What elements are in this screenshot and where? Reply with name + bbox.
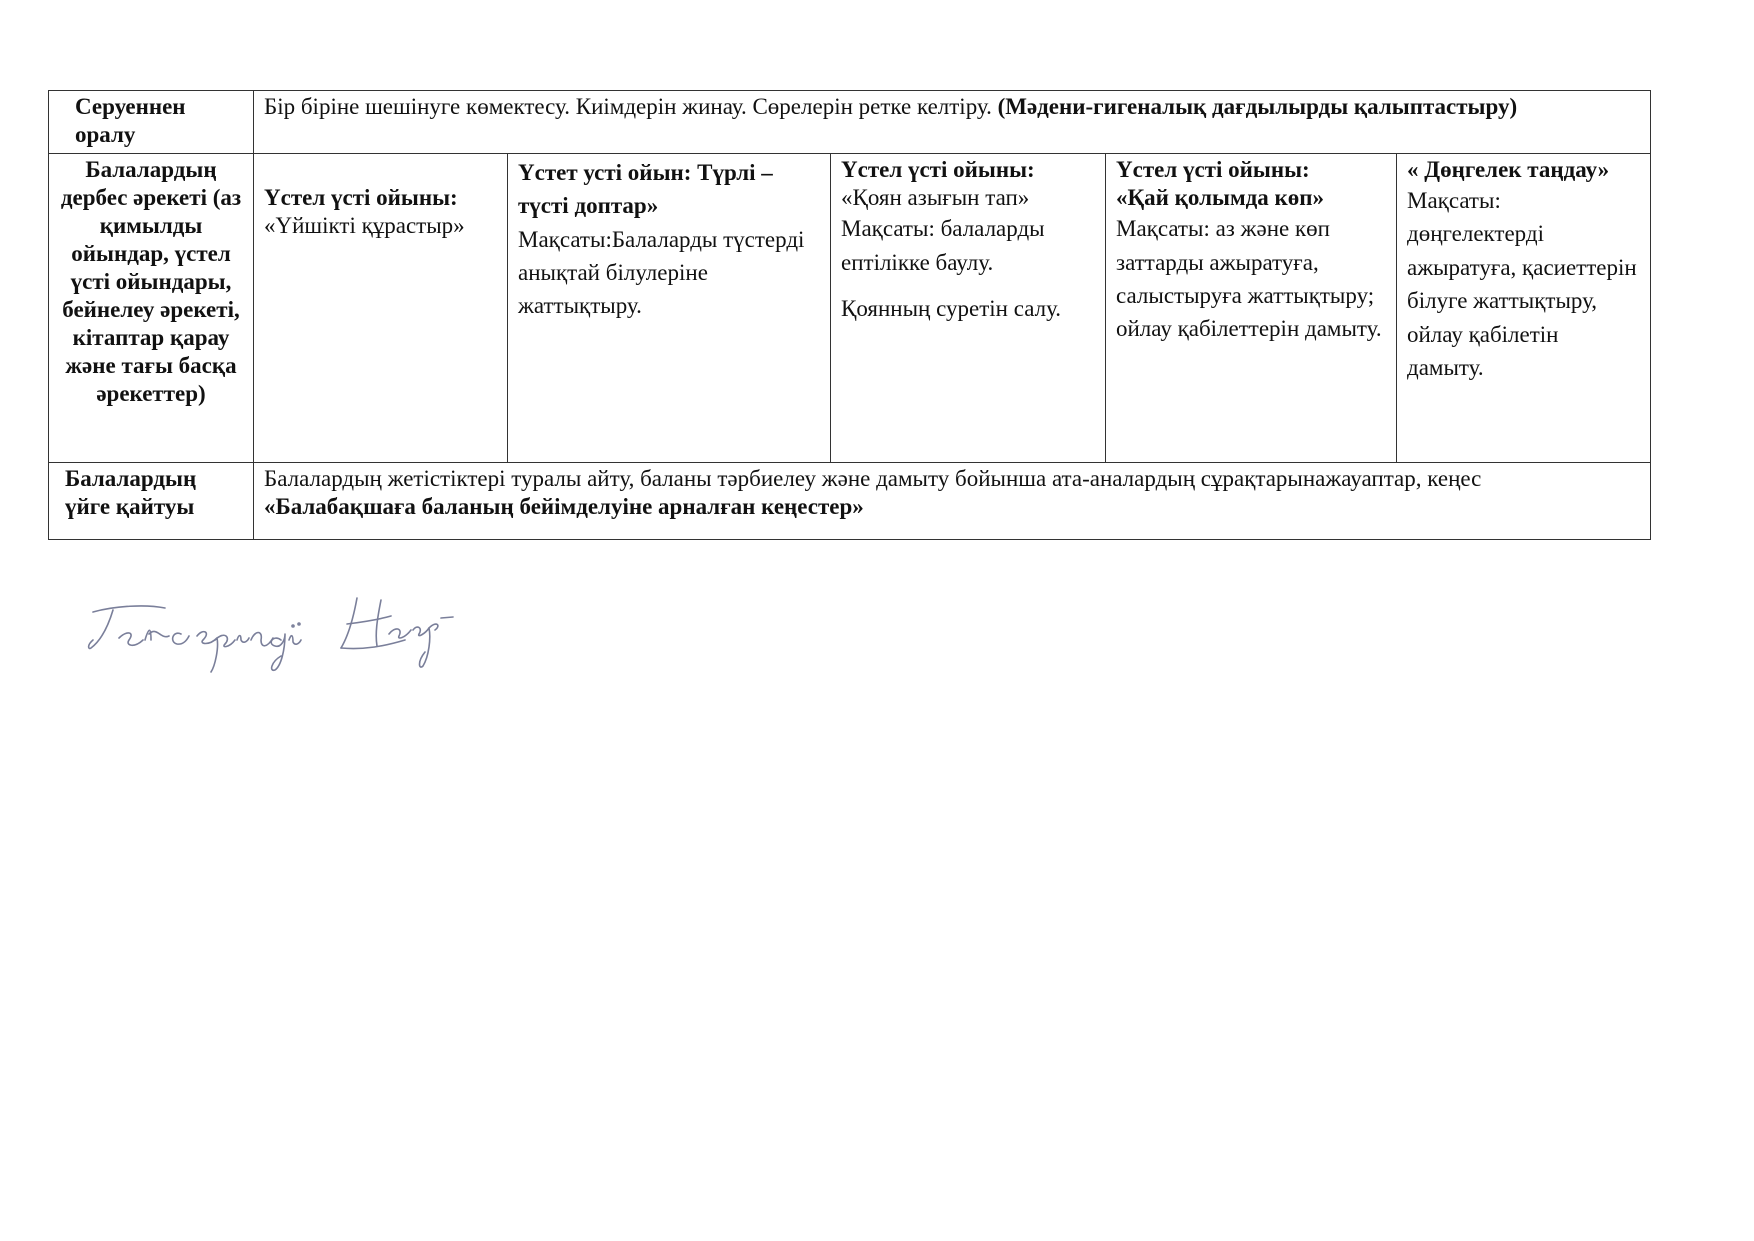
cell-text: Балалардың жетістіктері туралы айту, баланы тәрбиелеу және дамыту бойынша ата-аналардың сұрақтарынажауаптар, кеңес (264, 466, 1482, 492)
signature-icon (85, 590, 505, 690)
row-content (254, 463, 1651, 540)
activity-title: « Дөңгелек таңдау» (1407, 157, 1610, 183)
activity-goal: Мақсаты: аз және көп заттарды ажыратуға, салыстыруға жаттықтыру; ойлау қабілеттерін дамыту. (1116, 216, 1382, 342)
activity-goal: Мақсаты: дөңгелектерді ажыратуға, қасиеттерін білуге жаттықтыру, ойлау қабілетін дамыту. (1407, 188, 1637, 380)
activity-title: Үстет усті ойын: Түрлі – түсті доптар» (518, 160, 773, 219)
activity-extra: Қоянның суретін салу. (841, 295, 1062, 321)
row-header-text: Серуеннен оралу (75, 94, 186, 148)
handwritten-signature (85, 590, 505, 695)
cell-bold-text: «Балабақшаға баланың бейімделуіне арналған кеңестер» (264, 494, 864, 520)
activity-cell (1397, 154, 1651, 463)
table-row (49, 463, 1651, 540)
activity-subtitle: «Үйшікті құрастыр» (264, 213, 465, 239)
table-row (49, 91, 1651, 154)
activity-title-secondary: «Қай қолымда көп» (1116, 185, 1325, 211)
row-header-going-home (49, 463, 254, 540)
activity-goal: Мақсаты:Балаларды түстерді анықтай білулеріне жаттықтыру. (518, 226, 805, 319)
activity-title: Үстел үсті ойыны: (264, 185, 458, 211)
plan-table (48, 90, 1651, 540)
row-header-return-from-walk (49, 91, 254, 154)
row-header-independent-activity (49, 154, 254, 463)
activity-cell (508, 154, 831, 463)
activity-cell (254, 154, 508, 463)
cell-bold-text: (Мәдени-гигеналық дағдылырды қалыптастыру) (997, 94, 1518, 119)
row-content (254, 91, 1651, 154)
activity-subtitle: «Қоян азығын тап» (841, 185, 1030, 211)
activity-title: Үстел үсті ойыны: (1116, 157, 1310, 183)
row-header-text: Балалардың үйге қайтуы (65, 466, 197, 520)
activity-goal: Мақсаты: балаларды ептілікке баулу. (841, 216, 1045, 275)
table-row (49, 154, 1651, 463)
activity-cell (831, 154, 1106, 463)
cell-text: Бір біріне шешінуге көмектесу. Киімдерін жинау. Сөрелерін ретке келтіру. (264, 94, 992, 119)
activity-cell (1106, 154, 1397, 463)
activity-title: Үстел үсті ойыны: (841, 157, 1035, 183)
row-header-text: Балалардың дербес әрекеті (аз қимылды ойындар, үстел үсті ойындары, бейнелеу әрекеті, кітаптар қарау және тағы басқа әрекеттер) (60, 157, 242, 407)
